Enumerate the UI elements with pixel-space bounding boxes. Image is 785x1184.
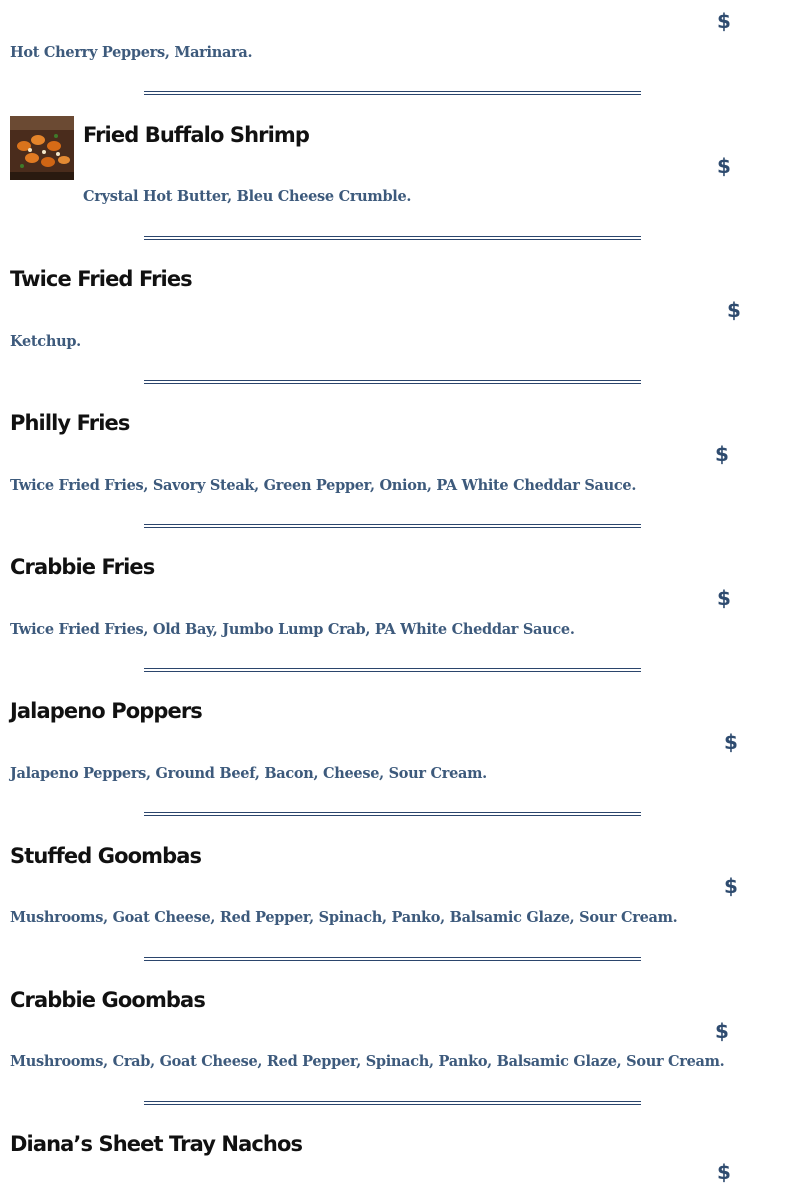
item-description: Mushrooms, Crab, Goat Cheese, Red Pepper, Spinach, Panko, Balsamic Glaze, Sour Cream.	[10, 1053, 725, 1070]
item-price: $	[717, 586, 731, 610]
item-price: $	[727, 298, 741, 322]
item-name: Stuffed Goombas	[10, 844, 202, 868]
item-price: $	[717, 154, 731, 178]
item-description: Mushrooms, Goat Cheese, Red Pepper, Spinach, Panko, Balsamic Glaze, Sour Cream.	[10, 909, 678, 926]
item-name: Philly Fries	[10, 411, 130, 435]
item-description: Twice Fried Fries, Old Bay, Jumbo Lump Crab, PA White Cheddar Sauce.	[10, 621, 575, 638]
item-price: $	[724, 874, 738, 898]
item-price: $	[715, 1019, 729, 1043]
item-description: Twice Fried Fries, Savory Steak, Green Pepper, Onion, PA White Cheddar Sauce.	[10, 477, 637, 494]
item-name: Fried Buffalo Shrimp	[83, 123, 310, 147]
item-description: Hot Cherry Peppers, Marinara.	[10, 44, 253, 61]
item-name: Crabbie Fries	[10, 555, 155, 579]
item-name: Jalapeno Poppers	[10, 699, 202, 723]
item-name: Crabbie Goombas	[10, 988, 205, 1012]
item-description: Ketchup.	[10, 333, 81, 350]
item-name: Twice Fried Fries	[10, 267, 192, 291]
item-price: $	[717, 1160, 731, 1184]
item-price: $	[717, 9, 731, 33]
item-description: Crystal Hot Butter, Bleu Cheese Crumble.	[83, 188, 412, 205]
item-price: $	[724, 730, 738, 754]
item-description: Jalapeno Peppers, Ground Beef, Bacon, Cheese, Sour Cream.	[10, 765, 487, 782]
item-price: $	[715, 442, 729, 466]
item-name: Diana’s Sheet Tray Nachos	[10, 1132, 303, 1156]
